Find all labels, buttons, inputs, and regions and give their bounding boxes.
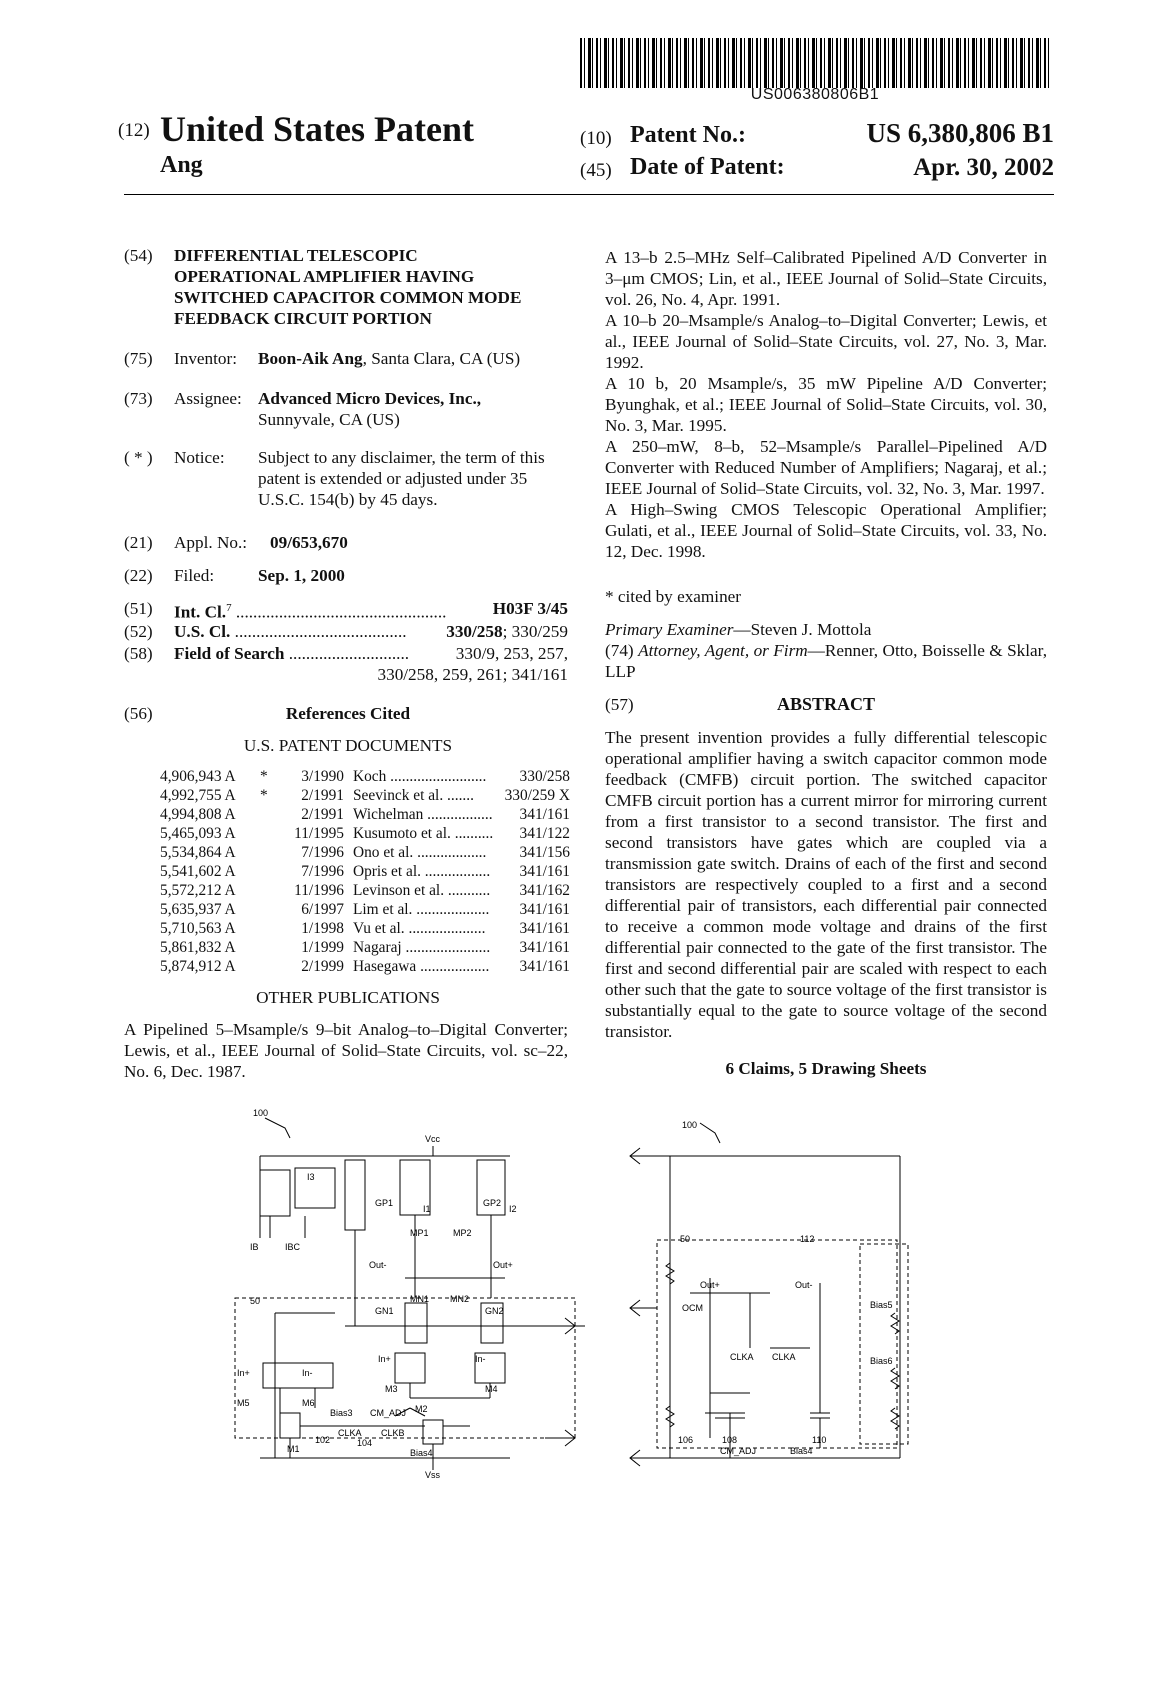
- label-cm-adj: CM_ADJ: [370, 1408, 407, 1418]
- uscl-line: U.S. Cl. ........................................: [174, 622, 407, 641]
- label-50: 50: [250, 1296, 261, 1306]
- label-clka-2: CLKA: [772, 1352, 796, 1362]
- label-102: 102: [315, 1435, 331, 1445]
- abstract-heading: ABSTRACT: [776, 694, 876, 714]
- label-i3: I3: [307, 1172, 315, 1182]
- notice-label: Notice:: [174, 448, 225, 467]
- reference-table: 4,906,943 A * 3/1990 Koch ......................... 330/258 4,992,755 A * 2/1991 Seevinck et al. ....... 330/259 X 4,994,808 A 2/1991 Wichelman ................. 341/161 5,465,093 A 11/1995 Kusumoto et al. .......... 341/122 5,534,864 A 7/1996 Ono et al. .................. 341/156 5,541,602 A 7/1996 Opris et al. ................. 341/161 5,572,212 A 11/1996 Levinson et al. ........... 341/162 5,635,937 A 6/1997 Lim et al. ................... 341/161 5,710,563 A 1/1998 Vu et al. .................... 341/161 5,861,832 A 1/1999 Nagaraj ...................... 341/161 5,874,912 A 2/1999 Hasegawa .................. 341/161: [160, 768, 570, 975]
- publication-item: A 13–b 2.5–MHz Self–Calibrated Pipelined A/D Converter in 3–μm CMOS; Lin, et al., IEEE Journal of Solid–State Circuits, vol. 26, No. 4, Apr. 1991.: [605, 248, 1047, 309]
- label-in-minus-2: In-: [475, 1354, 486, 1364]
- code-12: (12): [118, 120, 150, 141]
- appl-label: Appl. No.:: [174, 533, 248, 552]
- date-label: Date of Patent:: [630, 154, 785, 180]
- notice-text: Subject to any disclaimer, the term of this patent is extended or adjusted under 35 U.S.C. 154(b) by 45 days.: [258, 448, 545, 509]
- label-m1: M1: [287, 1444, 300, 1454]
- other-publications-heading: OTHER PUBLICATIONS: [256, 988, 440, 1007]
- label-m4: M4: [485, 1384, 498, 1394]
- label-clkb: CLKB: [381, 1428, 405, 1438]
- cited-by-examiner: * cited by examiner: [605, 587, 742, 606]
- uscl-value: 330/258; 330/259: [446, 622, 568, 641]
- label-gp2: GP2: [483, 1198, 502, 1208]
- label-i1: I1: [423, 1204, 431, 1214]
- assignee-label: Assignee:: [174, 389, 242, 408]
- barcode: [580, 38, 1050, 88]
- label-104: 104: [357, 1438, 373, 1448]
- other-publication-left: A Pipelined 5–Msample/s 9–bit Analog–to–Digital Converter; Lewis, et al., IEEE Journal of Solid–State Circuits, vol. sc–22, No. 6, Dec. 1987.: [124, 1020, 568, 1081]
- label-out-plus: Out+: [700, 1280, 720, 1290]
- appl-number: 09/653,670: [270, 533, 348, 552]
- label-bias4: Bias4: [790, 1446, 813, 1456]
- patent-title: DIFFERENTIAL TELESCOPIC OPERATIONAL AMPLIFIER HAVING SWITCHED CAPACITOR COMMON MODE FEEDBACK CIRCUIT PORTION: [174, 246, 522, 328]
- label-clka: CLKA: [338, 1428, 362, 1438]
- label-gn1: GN1: [375, 1306, 394, 1316]
- label-m6: M6: [302, 1398, 315, 1408]
- label-m5: M5: [237, 1398, 250, 1408]
- label-100: 100: [253, 1108, 269, 1118]
- label-vcc: Vcc: [425, 1134, 441, 1144]
- label-out-minus: Out-: [795, 1280, 813, 1290]
- label-108: 108: [722, 1435, 738, 1445]
- publication-item: A 10 b, 20 Msample/s, 35 mW Pipeline A/D Converter; Byunghak, et al.; IEEE Journal of Solid–State Circuits, vol. 30, No. 3, Mar. 1995.: [605, 374, 1047, 435]
- claims-summary: 6 Claims, 5 Drawing Sheets: [725, 1059, 927, 1078]
- publication-item: A 10–b 20–Msample/s Analog–to–Digital Converter; Lewis, et al., IEEE Journal of Solid–State Circuits, vol. 27, No. 3, Mar. 1992.: [605, 311, 1047, 372]
- publication-item: A High–Swing CMOS Telescopic Operational Amplifier; Gulati, et al., IEEE Journal of Solid–State Circuits, vol. 33, No. 12, Dec. 1998.: [605, 500, 1047, 561]
- label-mn1: MN1: [410, 1294, 430, 1304]
- intcl-value: H03F 3/45: [492, 599, 568, 618]
- abstract-code: (57): [605, 695, 634, 714]
- label-cm-adj: CM_ADJ: [720, 1446, 757, 1456]
- field-line: Field of Search ............................: [174, 644, 410, 663]
- label-112: 112: [800, 1234, 815, 1244]
- field-code: (58): [124, 644, 153, 663]
- label-in-plus-2: In+: [378, 1354, 391, 1364]
- inventor-short: Ang: [160, 152, 203, 178]
- inventor-code: (75): [124, 349, 153, 368]
- label-clka-1: CLKA: [730, 1352, 754, 1362]
- bias-boundary-112: [860, 1244, 908, 1444]
- label-out-plus: Out+: [493, 1260, 513, 1270]
- uscl-code: (52): [124, 622, 153, 641]
- label-mp2: MP2: [453, 1228, 472, 1238]
- field-value-2: 330/258, 259, 261; 341/161: [377, 665, 568, 684]
- patent-no-label: Patent No.:: [630, 122, 746, 148]
- intcl-code: (51): [124, 599, 153, 618]
- label-in-minus: In-: [302, 1368, 313, 1378]
- label-110: 110: [812, 1435, 827, 1445]
- label-ibc: IBC: [285, 1242, 301, 1252]
- inventor-line: Boon-Aik Ang, Santa Clara, CA (US): [258, 349, 521, 368]
- publication-item: A 250–mW, 8–b, 52–Msample/s Parallel–Pipelined A/D Converter with Reduced Number of Amplifiers; Nagaraj, et al.; IEEE Journal of Solid–State Circuits, vol. 32, No. 3, Mar. 1997.: [605, 437, 1047, 498]
- label-bias5: Bias5: [870, 1300, 893, 1310]
- label-ocm: OCM: [682, 1303, 703, 1313]
- abstract-text: The present invention provides a fully differential telescopic operational amplifier having a switch capacitor common mode feedback (CMFB) circuit portion. The switched capacitor CMFB circuit portion has a current mirror for mirroring current from a first transistor to a second transistor. The first and second transistors have gates which are coupled via a transmission gate switch. Drains of each of the first and second transistors are respectively coupled to a first and a second differential pair of transistors, each differential pair connected to receive a common mode voltage and drains of the first differential pair connected to the gate of the first transistor. The first and second differential pair are scaled with respect to each other such that the gate to source voltage of the first transistor is substantially equal to the gate to source voltage of the second transistor.: [605, 728, 1047, 1041]
- label-ib: IB: [250, 1242, 259, 1252]
- label-i2: I2: [509, 1204, 517, 1214]
- assignee-block: Advanced Micro Devices, Inc., Sunnyvale, CA (US): [258, 389, 482, 429]
- primary-examiner: Primary Examiner—Steven J. Mottola: [605, 620, 872, 639]
- label-vss: Vss: [425, 1470, 441, 1480]
- header-rule: [124, 194, 1054, 195]
- assignee-code: (73): [124, 389, 153, 408]
- patent-date: Apr. 30, 2002: [913, 154, 1054, 181]
- code-10: (10): [580, 128, 612, 149]
- label-gp1: GP1: [375, 1198, 394, 1208]
- title-code: (54): [124, 246, 153, 265]
- label-gn2: GN2: [485, 1306, 504, 1316]
- label-bias3: Bias3: [330, 1408, 353, 1418]
- code-45: (45): [580, 160, 612, 181]
- figure-left-schematic: [237, 1108, 585, 1480]
- label-mn2: MN2: [450, 1294, 470, 1304]
- patent-number: US 6,380,806 B1: [866, 118, 1054, 148]
- label-m2: M2: [415, 1404, 428, 1414]
- notice-code: ( * ): [124, 448, 153, 467]
- filed-code: (22): [124, 566, 153, 585]
- label-50: 50: [680, 1234, 691, 1244]
- barcode-number: US006380806B1: [750, 86, 880, 103]
- label-100: 100: [682, 1120, 698, 1130]
- references-heading: References Cited: [285, 704, 411, 723]
- references-code: (56): [124, 704, 153, 723]
- label-in-plus: In+: [237, 1368, 250, 1378]
- label-bias4: Bias4: [410, 1448, 433, 1458]
- schematic-wires: [260, 1146, 585, 1470]
- filed-label: Filed:: [174, 566, 215, 585]
- cmfb-boundary-50: [657, 1240, 897, 1448]
- label-bias6: Bias6: [870, 1356, 893, 1366]
- figure-right-schematic: [620, 1108, 920, 1468]
- document-type: United States Patent: [160, 109, 474, 149]
- attorney: (74) Attorney, Agent, or Firm—Renner, Otto, Boisselle & Sklar, LLP: [605, 641, 1047, 681]
- field-value-1: 330/9, 253, 257,: [455, 644, 568, 663]
- label-106: 106: [678, 1435, 694, 1445]
- filed-date: Sep. 1, 2000: [258, 566, 345, 585]
- intcl-line: Int. Cl.$^7$ .................................................: [174, 602, 447, 622]
- us-patent-docs-heading: U.S. PATENT DOCUMENTS: [243, 736, 453, 755]
- appl-code: (21): [124, 533, 153, 552]
- label-mp1: MP1: [410, 1228, 429, 1238]
- other-publications-right: [605, 247, 1047, 562]
- label-out-minus: Out-: [369, 1260, 387, 1270]
- label-m3: M3: [385, 1384, 398, 1394]
- inventor-label: Inventor:: [174, 349, 238, 368]
